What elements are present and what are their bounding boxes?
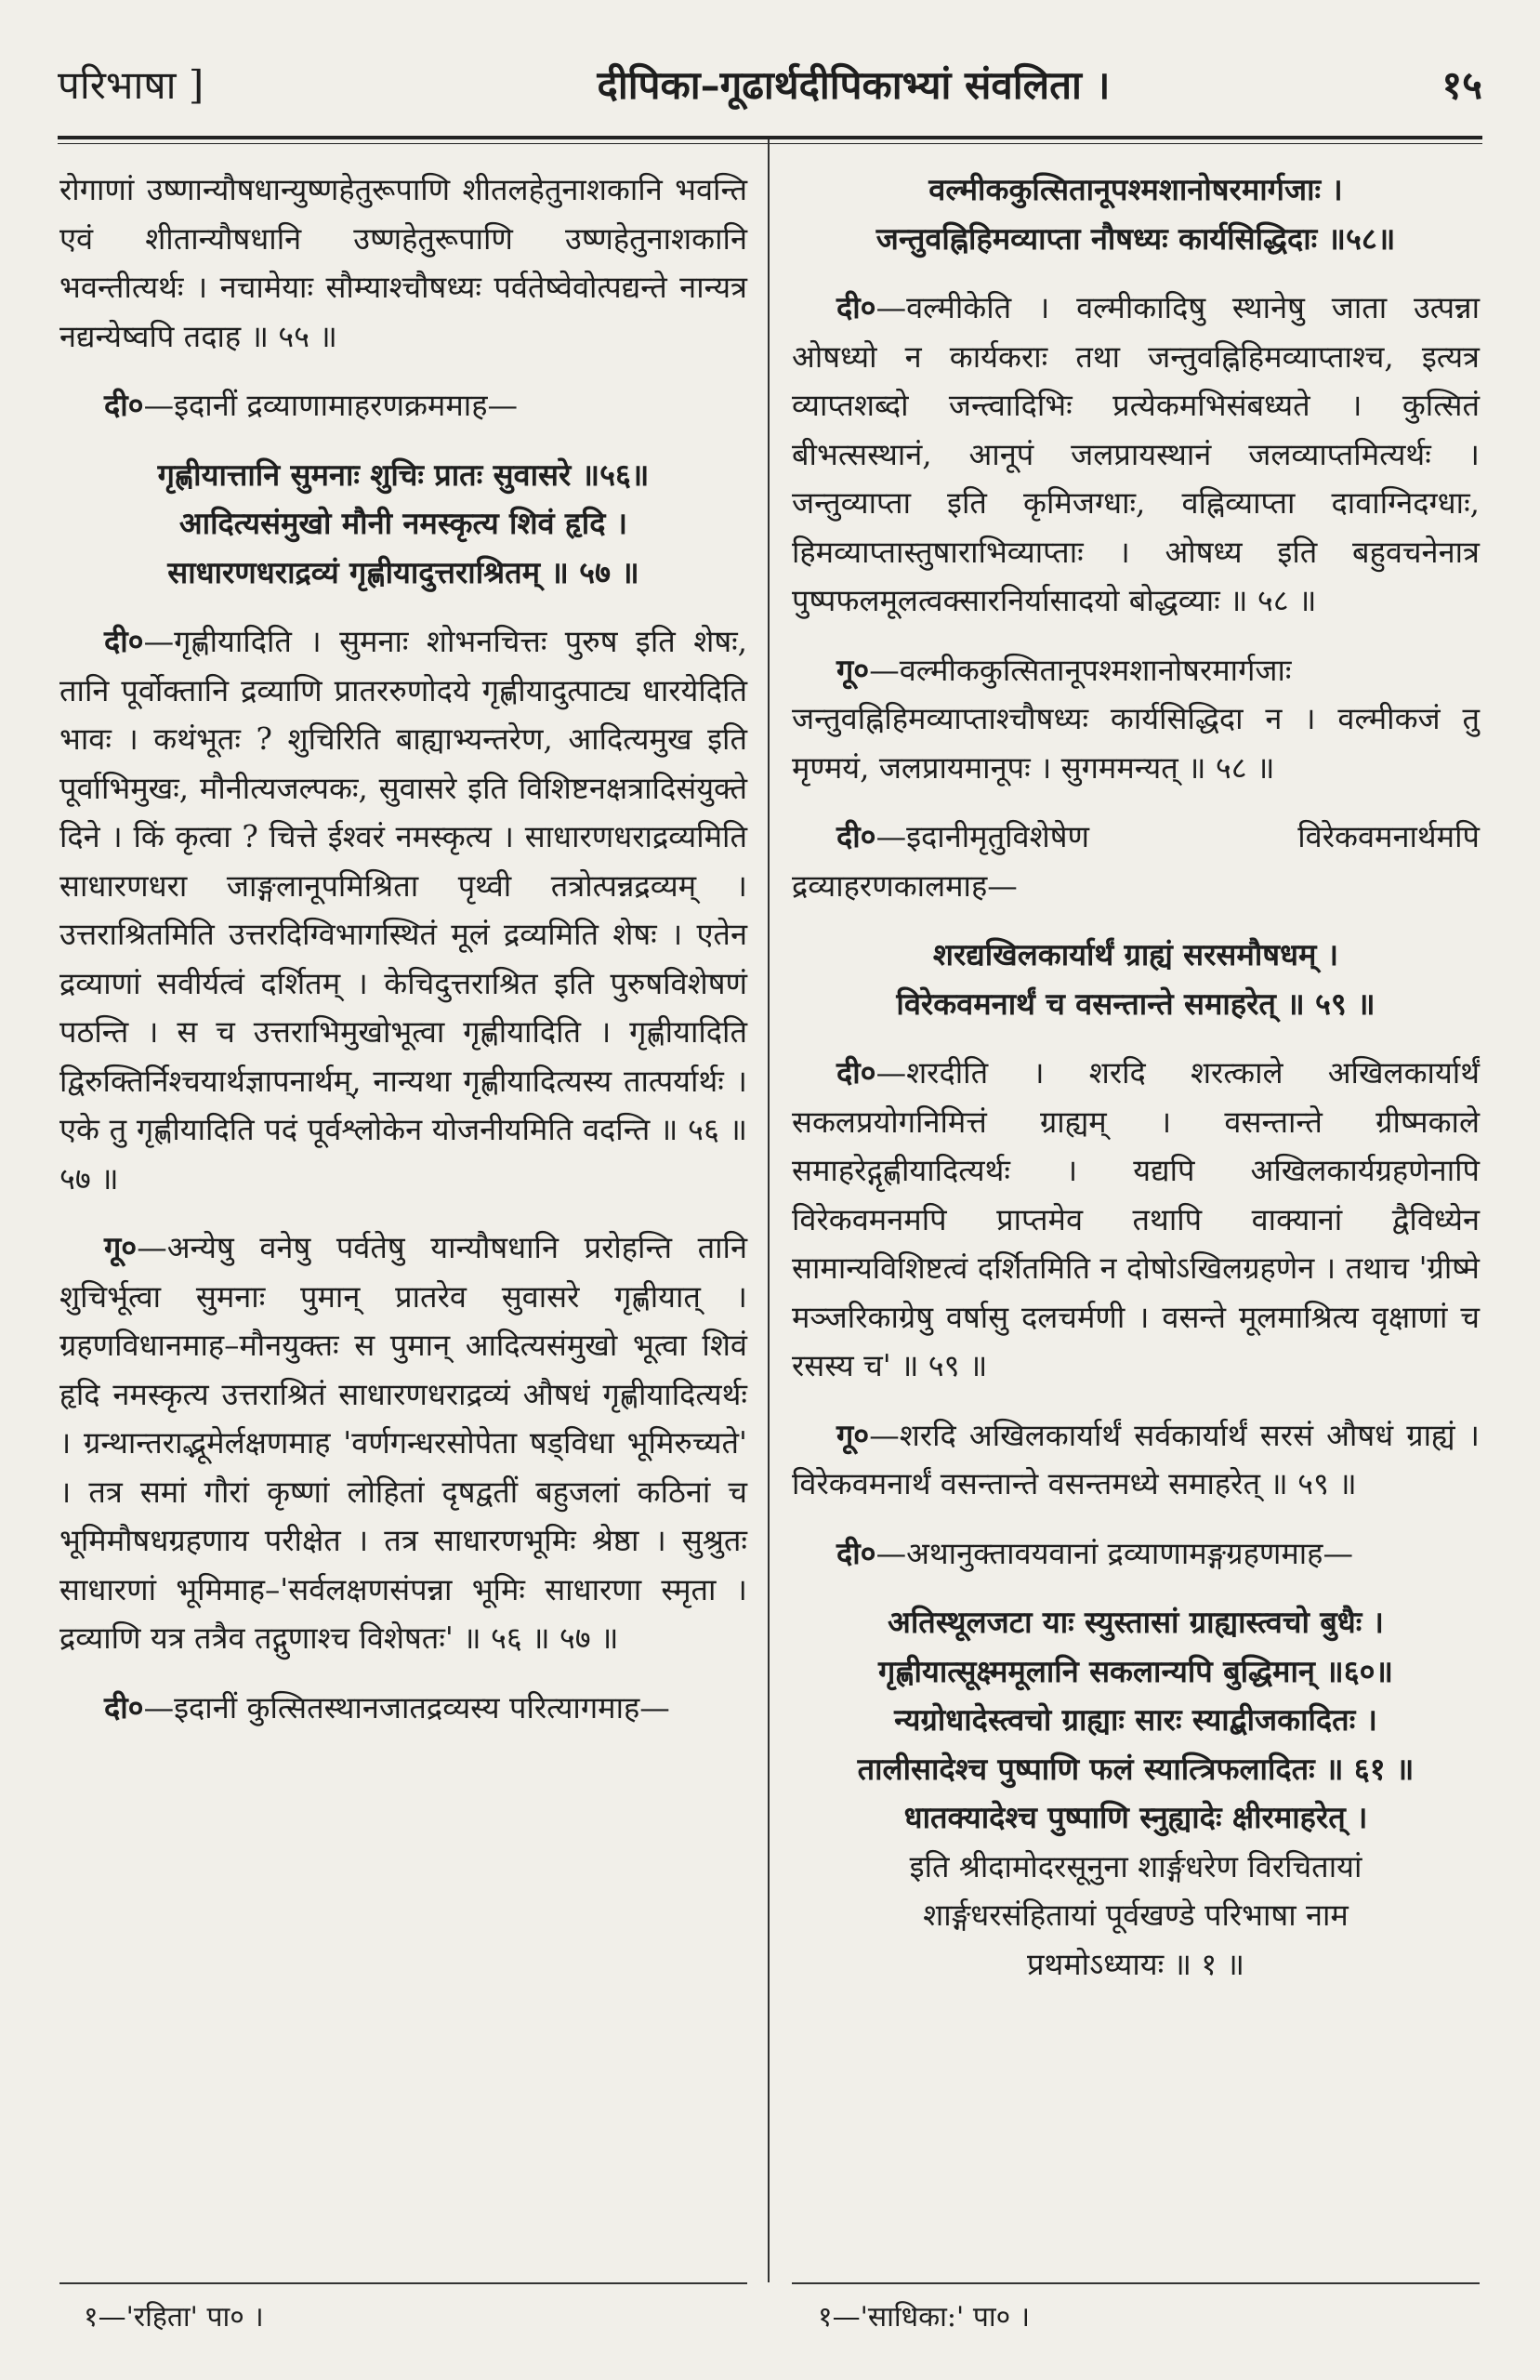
spacer (792, 1028, 1480, 1049)
spacer (792, 1578, 1480, 1598)
verse-line: शरद्यखिलकार्यार्थं ग्राह्यं सरसमौषधम् । (932, 936, 1339, 972)
column-divider (768, 139, 770, 2282)
commentary-label: गू० (836, 1416, 870, 1453)
verse-line: विरेकवमनार्थं च वसन्तान्ते समाहरेत् ॥ ५९ ॥ (896, 985, 1375, 1022)
commentary-label: दी० (836, 818, 876, 854)
commentary-label: गू० (836, 651, 870, 688)
footnote-left: १—'रहिता' पा० । (84, 2301, 264, 2334)
spacer (59, 361, 747, 381)
spacer (792, 626, 1480, 646)
paragraph-text: —शरदि अखिलकार्यार्थं सर्वकार्यार्थं सरसं औषधं ग्राह्यं । विरेकवमनार्थं वसन्तान्ते वसन्तमध्ये समाहरेत् ॥ ५९ ॥ (792, 1417, 1480, 1501)
verse-line: वल्मीककुत्सितानूपश्मशानोषरमार्गजाः । (928, 171, 1343, 207)
paragraph-text: —शरदीति । शरदि शरत्काले अखिलकार्यार्थं सकलप्रयोगनिमित्तं ग्राह्यम् । वसन्तान्ते ग्रीष्मकाले समाहरेद्गृह्णीयादित्यर्थः । यद्यपि अखिलकार्यग्रहणेनापि विरेकवमनमपि प्राप्तमेव तथापि वाक्यानां द्वैविध्येन सामान्यविशिष्टत्वं दर्शितमिति न दोषोऽखिलग्रहणेन । तथाच 'ग्रीष्मे मञ्जरिकाग्रेषु वर्षासु दलचर्मणी । वसन्ते मूलमाश्रित्य वृक्षाणां च रसस्य च' ॥ ५९ ॥ (792, 1055, 1480, 1383)
footnote-rule-right (792, 2282, 1480, 2284)
left-column (59, 165, 747, 1732)
spacer (792, 792, 1480, 813)
paragraph-text: —इदानीं कुत्सितस्थानजातद्रव्यस्य परित्यागमाह— (143, 1689, 670, 1726)
commentary-label: दी० (104, 1688, 144, 1726)
running-header (58, 46, 1482, 121)
commentary-paragraph (59, 381, 747, 430)
commentary-paragraph (59, 617, 747, 1203)
commentary-label: दी० (104, 623, 144, 659)
colophon-line: इति श्रीदामोदरसूनुना शार्ङ्गधरेण विरचितायां (909, 1848, 1362, 1884)
verse-line: न्यग्रोधादेस्त्वचो ग्राह्याः सारः स्याद्बीजकादितः । (894, 1701, 1377, 1738)
verse-line: जन्तुवह्निहिमव्याप्ता नौषध्यः कार्यसिद्धिदाः ॥५८॥ (875, 219, 1396, 257)
verse-line: साधारणधराद्रव्यं गृह्णीयादुत्तराश्रितम् ॥ ५७ ॥ (167, 553, 639, 590)
paragraph-text: —वल्मीककुत्सितानूपश्मशानोषरमार्गजाः जन्तुवह्निहिमव्याप्ताश्चौषध्यः कार्यसिद्धिदा न । वल्मीकजं तु मृण्मयं, जलप्रायमानूपः । सुगममन्यत् ॥ ५८ ॥ (792, 652, 1480, 786)
right-column (792, 165, 1480, 1989)
commentary-paragraph (792, 1529, 1480, 1579)
commentary-label: दी० (836, 289, 876, 325)
commentary-label: दी० (836, 1054, 876, 1091)
paragraph-text: —वल्मीकेति । वल्मीकादिषु स्थानेषु जाता उत्पन्ना ओषध्यो न कार्यकराः तथा जन्तुवह्निहिमव्याप्ताश्च, इत्यत्र व्याप्तशब्दो जन्त्वादिभिः प्रत्येकमभिसंबध्यते । कुत्सितं बीभत्सस्थानं, आनूपं जलप्रायस्थानं जलव्याप्तमित्यर्थः । जन्तुव्याप्ता इति कृमिजग्धाः, वह्निव्याप्ता दावाग्निदग्धाः, हिमव्याप्तास्तुषाराभिव्याप्ताः । ओषध्य इति बहुवचनेनात्र पुष्पफलमूलत्वक्सारनिर्यासादयो बोद्धव्याः ॥ ५८ ॥ (792, 290, 1480, 618)
commentary-paragraph (792, 1049, 1480, 1391)
paragraph-text: रोगाणां उष्णान्यौषधान्युष्णहेतुरूपाणि शीतलहेतुनाशकानि भवन्ति एवं शीतान्यौषधानि उष्णहेतुरूपाणि उष्णहेतुनाशकानि भवन्तीत्यर्थः । नचामेयाः सौम्याश्चौषध्यः पर्वतेष्वेवोत्पद्यन्ते नान्यत्र नद्यन्येष्वपि तदाह ॥ ५५ ॥ (59, 172, 747, 354)
spacer (59, 430, 747, 451)
header-rule (58, 136, 1482, 139)
spacer (792, 1509, 1480, 1529)
commentary-paragraph (792, 284, 1480, 626)
paragraph-text: —गृह्णीयादिति । सुमनाः शोभनचित्तः पुरुष इति शेषः, तानि पूर्वोक्तानि द्रव्याणि प्रातररुणोदये गृह्णीयादुत्पाट्य धारयेदिति भावः । कथंभूतः ? शुचिरिति बाह्याभ्यन्तरेण, आदित्यमुख इति पूर्वाभिमुखः, मौनीत्यजल्पकः, सुवासरे इति विशिष्टनक्षत्रादिसंयुक्ते दिने । किं कृत्वा ? चित्ते ईश्वरं नमस्कृत्य । साधारणधराद्रव्यमिति साधारणधरा जाङ्गलानूपमिश्रिता पृथ्वी तत्रोत्पन्नद्रव्यम् । उत्तराश्रितमिति उत्तरदिग्विभागस्थितं मूलं द्रव्यमिति शेषः । एतेन द्रव्याणां सवीर्यत्वं दर्शितम् । केचिदुत्तराश्रित इति पुरुषविशेषणं पठन्ति । स च उत्तराभिमुखोभूत्वा गृह्णीयादिति । गृह्णीयादिति द्विरुक्तिर्निश्चयार्थज्ञापनार्थम्, नान्यथा गृह्णीयादित्यस्य तात्पर्यार्थः । एके तु गृह्णीयादिति पदं पूर्वश्लोकेन योजनीयमिति वदन्ति ॥ ५६ ॥ ५७ ॥ (59, 624, 747, 1197)
footnote-right: १—'साधिका:' पा० । (818, 2301, 1031, 2334)
spacer (792, 910, 1480, 931)
paragraph-text: —इदानीं द्रव्याणामाहरणक्रममाह— (143, 388, 518, 423)
colophon-line: शार्ङ्गधरसंहितायां पूर्वखण्डे परिभाषा नाम (923, 1897, 1349, 1933)
commentary-paragraph (792, 813, 1480, 910)
verse-line: तालीसादेश्च पुष्पाणि फलं स्यात्त्रिफलादितः ॥ ६१ ॥ (857, 1750, 1415, 1787)
commentary-label: दी० (836, 1534, 876, 1571)
footnote-rule-left (59, 2282, 747, 2284)
verse-line: आदित्यसंमुखो मौनी नमस्कृत्य शिवं हृदि । (178, 505, 628, 541)
paragraph-text: —इदानीमृतुविशेषेण विरेकवमनार्थमपि द्रव्याहरणकालमाह— (792, 819, 1480, 904)
paragraph-text: —अन्येषु वनेषु पर्वतेषु यान्यौषधानि प्ररोहन्ति तानि शुचिर्भूत्वा सुमनाः पुमान् प्रातरेव सुवासरे गृह्णीयात् । ग्रहणविधानमाह–मौनयुक्तः स पुमान् आदित्यसंमुखो भूत्वा शिवं हृदि नमस्कृत्य उत्तराश्रितं साधारणधराद्रव्यं औषधं गृह्णीयादित्यर्थः । ग्रन्थान्तराद्भूमेर्लक्षणमाह 'वर्णगन्धरसोपेता षड्विधा भूमिरुच्यते' । तत्र समां गौरां कृष्णां लोहितां दृषद्वतीं बहुजलां कठिनां च भूमिमौषधग्रहणाय परीक्षेत । तत्र साधारणभूमिः श्रेष्ठा । सुश्रुतः साधारणां भूमिमाह–'सर्वलक्षणसंपन्ना भूमिः साधारणा स्मृता । द्रव्याणि यत्र तत्रैव तद्गुणाश्च विशेषतः' ॥ ५६ ॥ ५७ ॥ (59, 1230, 747, 1656)
verse-line: अतिस्थूलजटा याः स्युस्तासां ग्राह्यास्त्वचो बुधैः । (888, 1604, 1384, 1640)
commentary-paragraph (59, 1223, 747, 1663)
book-title: दीपिका–गूढार्थदीपिकाभ्यां संवलिता । (597, 61, 1111, 108)
spacer (59, 1203, 747, 1223)
commentary-paragraph (792, 646, 1480, 793)
commentary-label: गू० (104, 1229, 138, 1265)
header-rule-thin (58, 143, 1482, 144)
verse-line: गृह्णीयात्तानि सुमनाः शुचिः प्रातः सुवासरे ॥५६॥ (157, 456, 650, 493)
text-paragraph (59, 165, 747, 361)
spacer (792, 1391, 1480, 1411)
spacer (59, 1663, 747, 1684)
commentary-label: दी० (104, 387, 144, 423)
verse-line: गृह्णीयात्सूक्ष्ममूलानि सकलान्यपि बुद्धिमान् ॥६०॥ (878, 1652, 1393, 1689)
commentary-paragraph (792, 1411, 1480, 1509)
spacer (59, 597, 747, 617)
verse-line: धातक्यादेश्च पुष्पाणि स्नुह्यादेः क्षीरमाहरेत् । (903, 1799, 1368, 1835)
commentary-paragraph (59, 1684, 747, 1733)
paragraph-text: —अथानुक्तावयवानां द्रव्याणामङ्गग्रहणमाह— (875, 1535, 1353, 1571)
section-title: परिभाषा ] (58, 61, 204, 108)
colophon-line: प्रथमोऽध्यायः ॥ १ ॥ (1026, 1946, 1245, 1982)
spacer (792, 263, 1480, 284)
page-number: १५ (1441, 61, 1482, 108)
